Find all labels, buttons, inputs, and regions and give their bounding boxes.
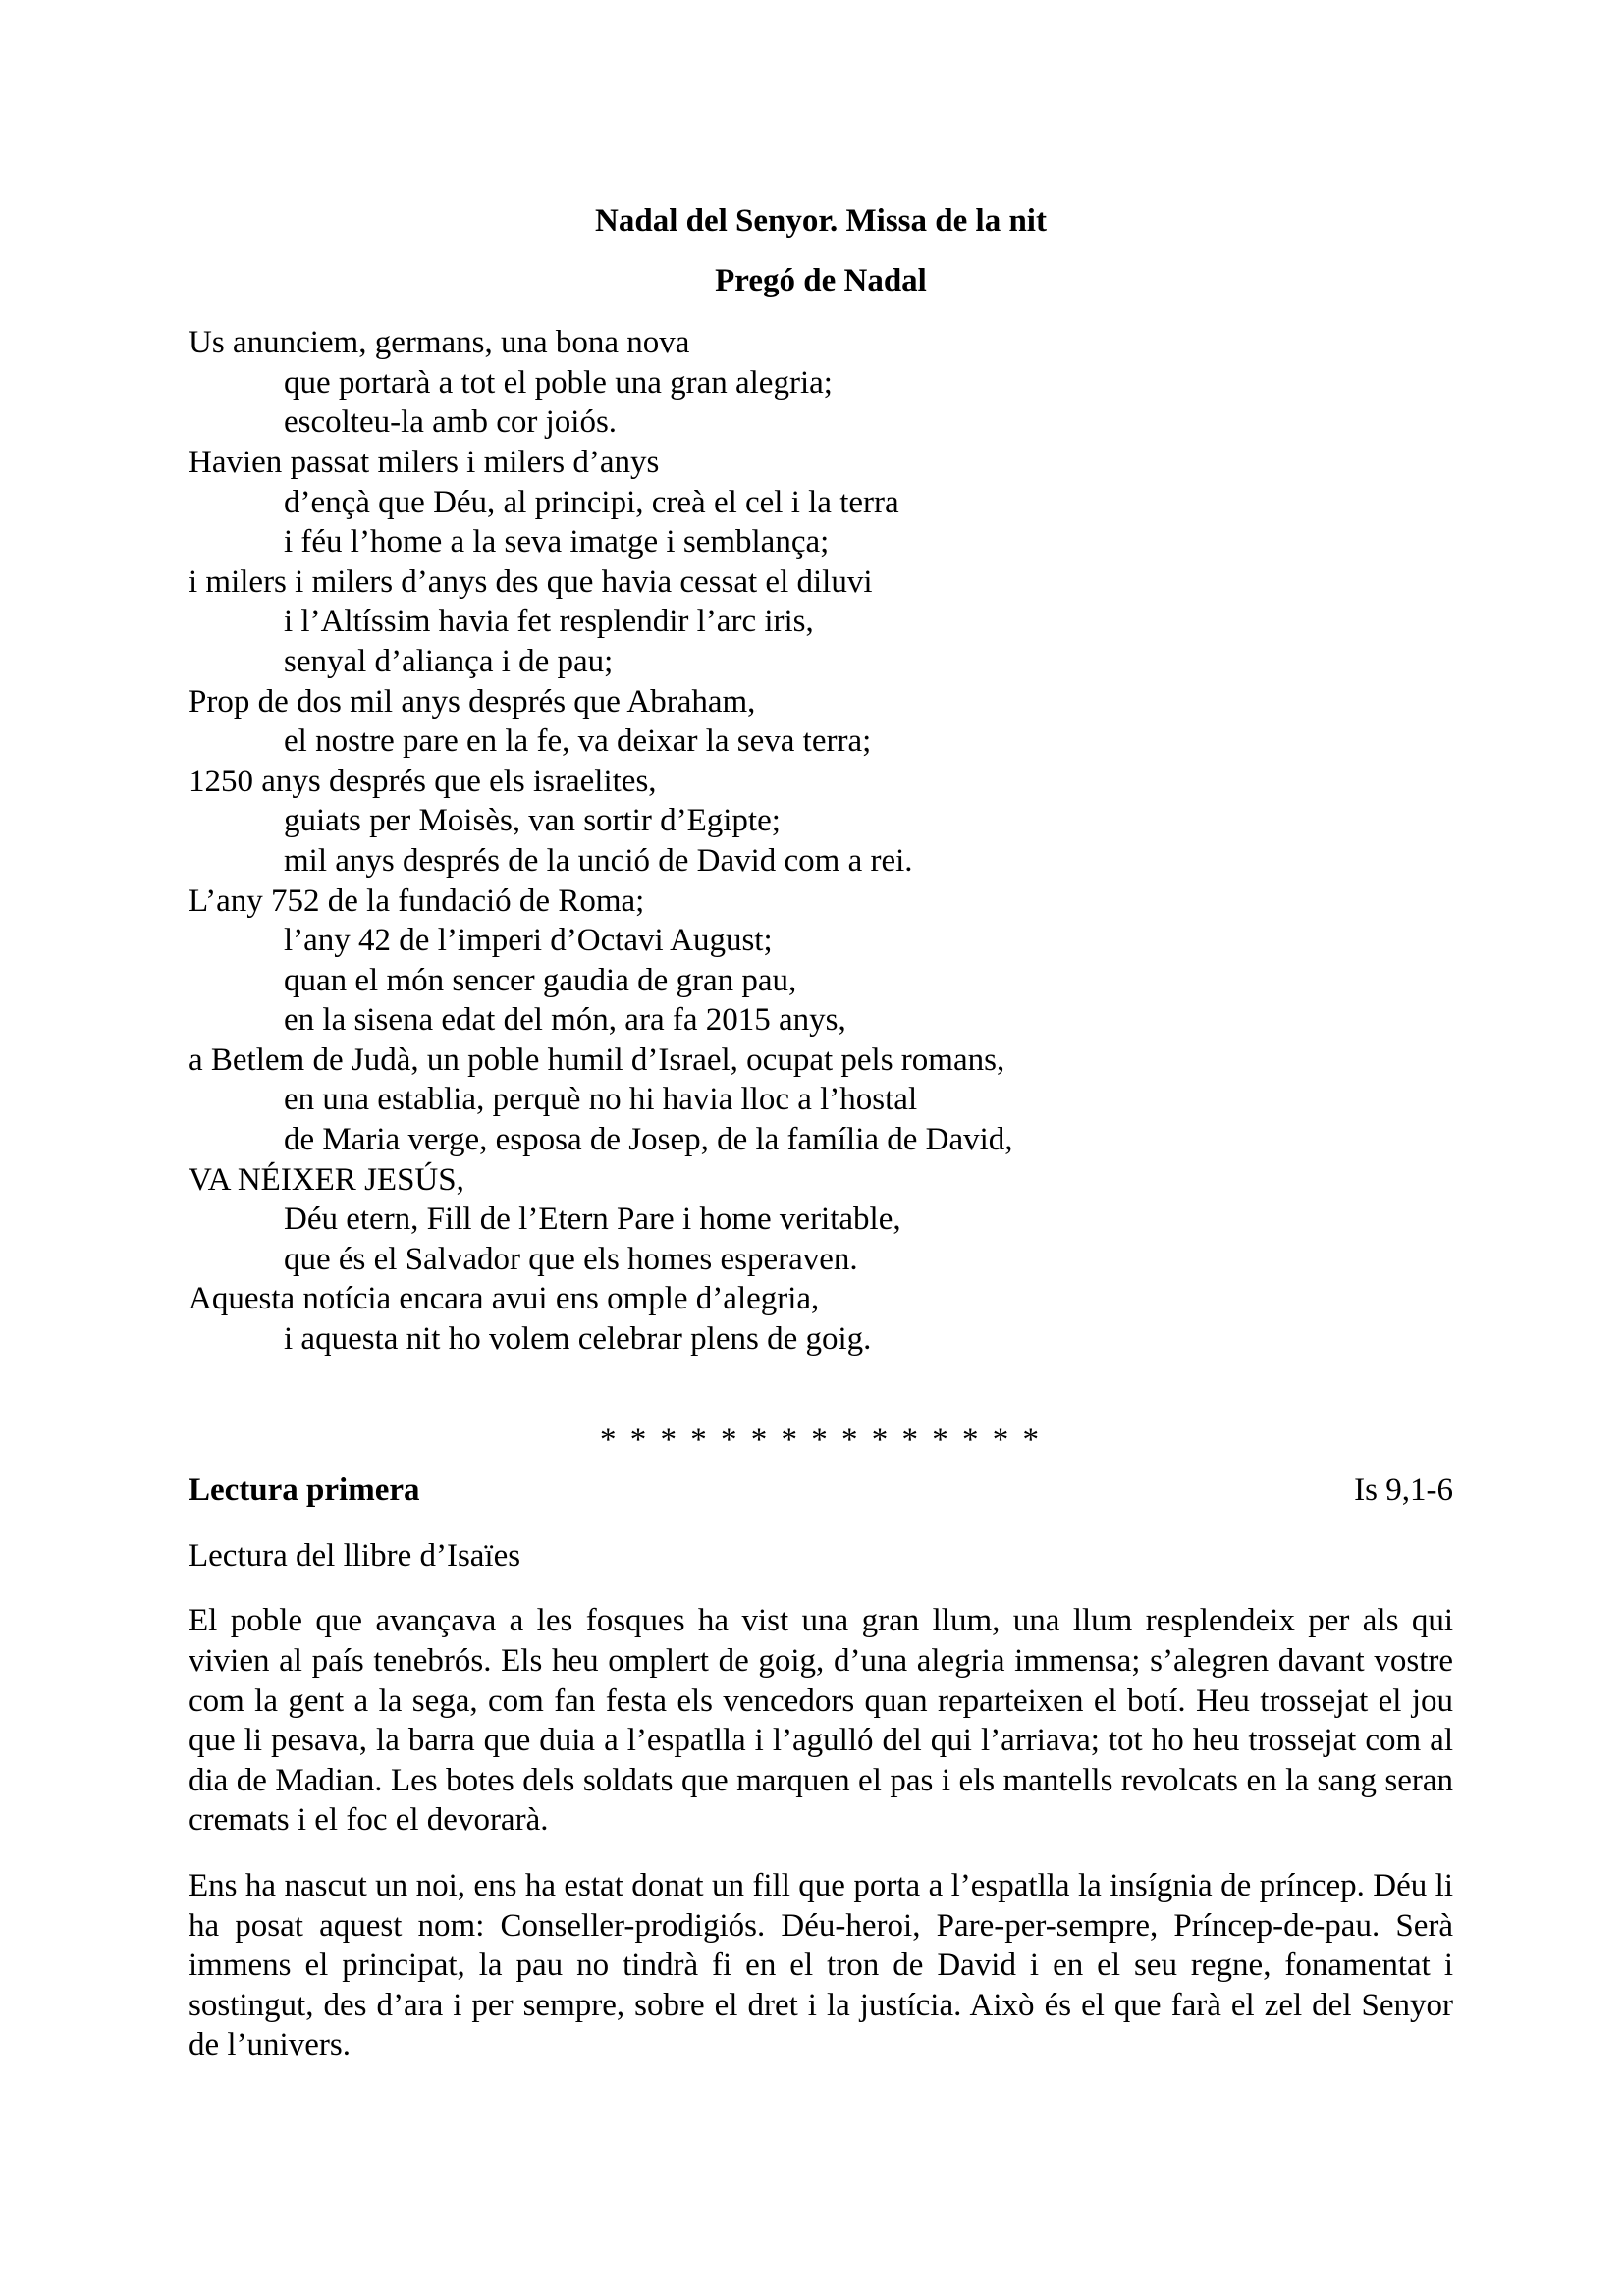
proclamation-line: que és el Salvador que els homes esperaven. [284, 1241, 858, 1277]
reading-paragraph: El poble que avançava a les fosques ha vist una gran llum, una llum resplendeix per als qui vivien al país tenebrós. Els heu omplert de goig, d’una alegria immensa; s’alegren davant vostre com la gent a la sega, com fan festa els vencedors quan reparteixen el botí. Heu trossejat el jou que li pesava, la barra que duia a l’espatlla i l’agulló del qui l’arriava; tot ho heu trossejat com al dia de Madian. Les botes dels soldats que marquen el pas i els mantells revolcats en la sang seran cremats i el foc el devorarà. [189, 1603, 1453, 1839]
proclamation-line: 1250 anys després que els israelites, [189, 763, 657, 799]
document-subtitle: Pregó de Nadal [715, 262, 927, 298]
proclamation-line: d’ençà que Déu, al principi, creà el cel i la terra [284, 484, 899, 520]
reading-header [189, 1470, 1453, 1511]
proclamation-line: Havien passat milers i milers d’anys [189, 444, 660, 480]
reading-reference: Is 9,1-6 [1354, 1472, 1453, 1509]
reading-paragraph: Ens ha nascut un noi, ens ha estat donat un fill que porta a l’espatlla la insígnia de príncep. Déu li ha posat aquest nom: Conseller-prodigiós. Déu-heroi, Pare-per-sempre, Príncep-de-pau. Serà immens el principat, la pau no tindrà fi en el tron de David i en el seu regne, fonamentat i sostingut, des d’ara i per sempre, sobre el dret i la justícia. Això és el que farà el zel del Senyor de l’univers. [189, 1867, 1453, 2063]
proclamation-line: i milers i milers d’anys des que havia cessat el diluvi [189, 563, 873, 600]
proclamation-line: mil anys després de la unció de David com a rei. [284, 842, 913, 879]
proclamation-line: de Maria verge, esposa de Josep, de la família de David, [284, 1122, 1013, 1158]
proclamation-line: VA NÉIXER JESÚS, [189, 1161, 464, 1198]
proclamation-line: Prop de dos mil anys després que Abraham, [189, 683, 756, 720]
proclamation-line: el nostre pare en la fe, va deixar la seva terra; [284, 723, 872, 760]
proclamation-text [189, 323, 1453, 1359]
proclamation-line: en la sisena edat del món, ara fa 2015 anys, [284, 1002, 846, 1039]
proclamation-line: L’any 752 de la fundació de Roma; [189, 882, 645, 919]
document-title: Nadal del Senyor. Missa de la nit [595, 203, 1047, 239]
reading-source: Lectura del llibre d’Isaïes [189, 1537, 521, 1574]
proclamation-line: que portarà a tot el poble una gran alegria; [284, 364, 833, 400]
separator-asterisks: * * * * * * * * * * * * * * * [600, 1421, 1042, 1458]
proclamation-line: Déu etern, Fill de l’Etern Pare i home veritable, [284, 1201, 901, 1238]
proclamation-line: i l’Altíssim havia fet resplendir l’arc iris, [284, 604, 814, 640]
proclamation-line: i aquesta nit ho volem celebrar plens de goig. [284, 1321, 872, 1358]
proclamation-line: Us anunciem, germans, una bona nova [189, 325, 690, 361]
proclamation-line: l’any 42 de l’imperi d’Octavi August; [284, 923, 773, 959]
proclamation-line: guiats per Moisès, van sortir d’Egipte; [284, 803, 781, 839]
proclamation-line: senyal d’aliança i de pau; [284, 643, 614, 679]
proclamation-line: escolteu-la amb cor joiós. [284, 404, 618, 441]
proclamation-line: i féu l’home a la seva imatge i semblança; [284, 524, 830, 561]
proclamation-line: quan el món sencer gaudia de gran pau, [284, 962, 797, 998]
reading-heading: Lectura primera [189, 1472, 420, 1509]
proclamation-line: Aquesta notícia encara avui ens omple d’alegria, [189, 1281, 820, 1317]
proclamation-line: a Betlem de Judà, un poble humil d’Israel, ocupat pels romans, [189, 1041, 1005, 1078]
proclamation-line: en una establia, perquè no hi havia lloc a l’hostal [284, 1082, 918, 1118]
